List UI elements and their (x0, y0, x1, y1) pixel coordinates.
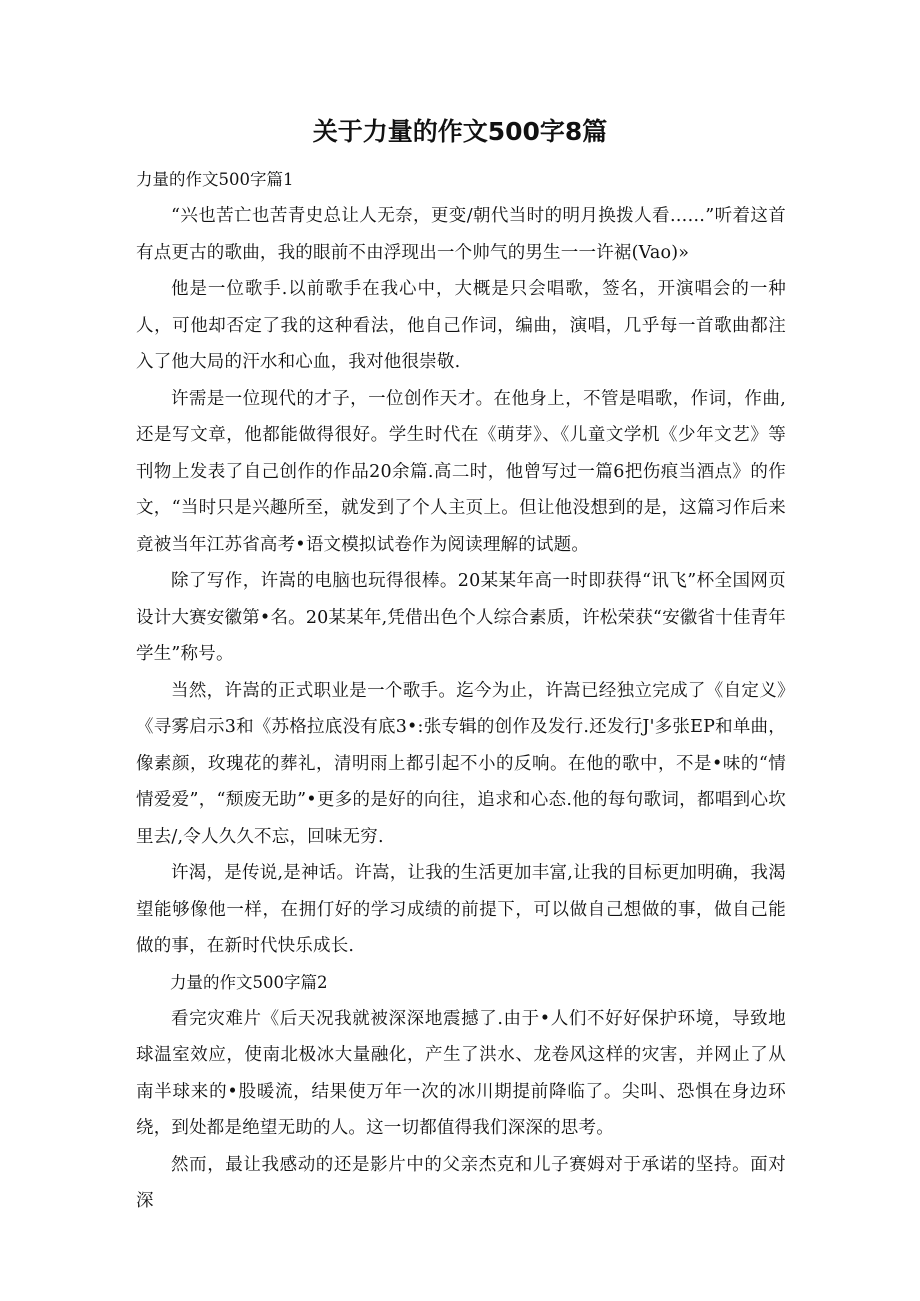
paragraph: 看完灾难片《后天况我就被深深地震撼了.由于•人们不好好保护环境，导致地球温室效应，使南北极冰大量融化，产生了洪水、龙卷风这样的灾害，并网止了从南半球来的•股暖流，结果使万年一次的冰川期提前降临了。尖叫、恐惧在身边环绕，到处都是绝望无助的人。这一切都值得我们深深的思考。 (136, 1008, 786, 1138)
section-heading-1: 力量的作文500字篇1 (136, 170, 294, 189)
paragraph: 许渴，是传说,是神话。许嵩，让我的生活更加丰富,让我的目标更加明确，我渴望能够像他一样，在拥仃好的学习成绩的前提下，可以做自己想做的事，做自己能做的事，在新时代快乐成长. (136, 863, 786, 956)
paragraph: 他是一位歌手.以前歌手在我心中，大概是只会唱歌，签名，开演唱会的一种人，可他却否定了我的这种看法，他自己作词，编曲，演唱，几乎每一首歌曲都注入了他大局的汗水和心血，我对他很崇敬. (136, 279, 786, 372)
paragraph: 然而，最让我感动的还是影片中的父亲杰克和儿子赛姆对于承诺的坚持。面对深 (136, 1154, 786, 1211)
document-body (136, 162, 786, 1220)
paragraph: 当然，许嵩的正式职业是一个歌手。迄今为止，许嵩已经独立完成了《自定义》《寻雾启示3和《苏格拉底没有底3•:张专辑的创作及发行.还发行J'多张EP和单曲，像素颜，玫瑰花的葬礼，清明雨上都引起不小的反响。在他的歌中，不是•味的“情情爱爱”，“颓废无助”•更多的是好的向往，追求和心态.他的每句歌词，都唱到心坎里去/,令人久久不忘，回味无穷. (136, 680, 786, 847)
section-heading-2: 力量的作文500字篇2 (170, 972, 328, 992)
paragraph: “兴也苦亡也苦青史总让人无奈，更变/朝代当时的明月换拨人看……”听着这首有点更古的歌曲，我的眼前不由浮现出一个帅气的男生一一许裾(Vao)» (136, 206, 786, 263)
paragraph: 许需是一位现代的才子，一位创作天才。在他身上，不管是唱歌，作词，作曲,还是写文章，他都能做得很好。学生时代在《萌芽》、《儿童文学机《少年文艺》等刊物上发表了自己创作的作品20余篇.高二时，他曾写过一篇6把伤痕当酒点》的作文，“当时只是兴趣所至，就发到了个人主页上。但让他没想到的是，这篇习作后来竟被当年江苏省高考•语文模拟试卷作为阅读理解的试题。 (136, 388, 786, 555)
document-title: 关于力量的作文500字8篇 (312, 117, 608, 146)
paragraph: 除了写作，许嵩的电脑也玩得很棒。20某某年高一时即获得“讯飞”杯全国网页设计大赛安徽第•名。20某某年,凭借出色个人综合素质，许松荣获“安徽省十佳青年学生”称号。 (136, 571, 786, 664)
